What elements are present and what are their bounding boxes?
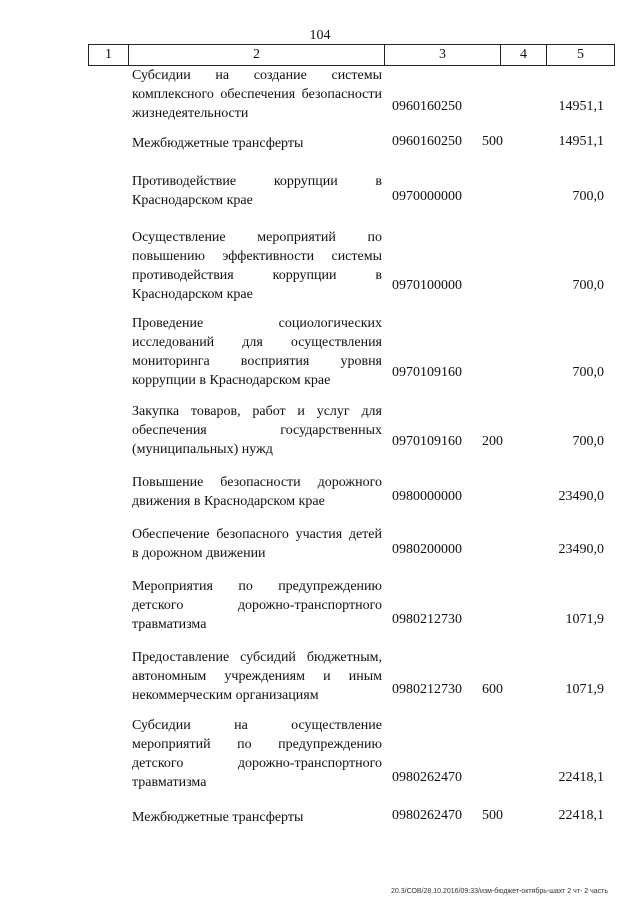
row-type: 200 [482,434,503,449]
row-code: 0980262470 [392,770,462,785]
row-amount: 700,0 [572,189,604,204]
row-description: Закупка товаров, работ и услуг для обеспечения государственных (муниципальных) нужд [132,404,382,457]
footer-reference: 20.3/СОВ/28.10.2016/09:33/изм-бюджет-октябрь-шахт 2 чт- 2 часть [391,888,608,895]
row-description: Предоставление субсидий бюджетным, автономным учреждениям и иным некоммерческим организациям [132,650,382,703]
row-amount: 22418,1 [558,770,604,785]
row-amount: 14951,1 [558,99,604,114]
header-col-4: 4 [501,45,547,65]
row-amount: 22418,1 [558,808,604,823]
row-amount: 1071,9 [565,612,604,627]
row-description: Мероприятия по предупреждению детского дорожно-транспортного травматизма [132,579,382,632]
row-code: 0980262470 [392,808,462,823]
row-code: 0980200000 [392,542,462,557]
header-col-1: 1 [89,45,129,65]
row-description: Проведение социологических исследований для осуществления мониторинга восприятия уровня коррупции в Краснодарском крае [132,316,382,388]
row-description: Повышение безопасности дорожного движения в Краснодарском крае [132,475,382,509]
row-amount: 23490,0 [558,489,604,504]
row-amount: 23490,0 [558,542,604,557]
row-amount: 700,0 [572,365,604,380]
row-description: Осуществление мероприятий по повышению эффективности системы противодействия коррупции в Краснодарском крае [132,230,382,302]
row-code: 0980000000 [392,489,462,504]
row-description: Межбюджетные трансферты [132,810,304,825]
row-code: 0960160250 [392,134,462,149]
row-code: 0960160250 [392,99,462,114]
table-header [88,44,615,66]
header-col-2: 2 [129,45,385,65]
row-type: 600 [482,682,503,697]
header-col-3: 3 [385,45,501,65]
row-description: Обеспечение безопасного участия детей в дорожном движении [132,527,382,561]
header-col-5: 5 [547,45,615,65]
row-code: 0970000000 [392,189,462,204]
row-code: 0970109160 [392,434,462,449]
row-code: 0970100000 [392,278,462,293]
row-amount: 1071,9 [565,682,604,697]
row-code: 0980212730 [392,612,462,627]
row-code: 0970109160 [392,365,462,380]
row-amount: 14951,1 [558,134,604,149]
row-description: Субсидии на создание системы комплексного обеспечения безопасности жизнедеятельности [132,68,382,121]
row-code: 0980212730 [392,682,462,697]
page-number: 104 [309,28,331,43]
row-amount: 700,0 [572,434,604,449]
row-description: Субсидии на осуществление мероприятий по предупреждению детского дорожно-транспортного травматизма [132,718,382,790]
row-type: 500 [482,134,503,149]
row-amount: 700,0 [572,278,604,293]
row-description: Межбюджетные трансферты [132,136,304,151]
row-description: Противодействие коррупции в Краснодарском крае [132,174,382,208]
row-type: 500 [482,808,503,823]
